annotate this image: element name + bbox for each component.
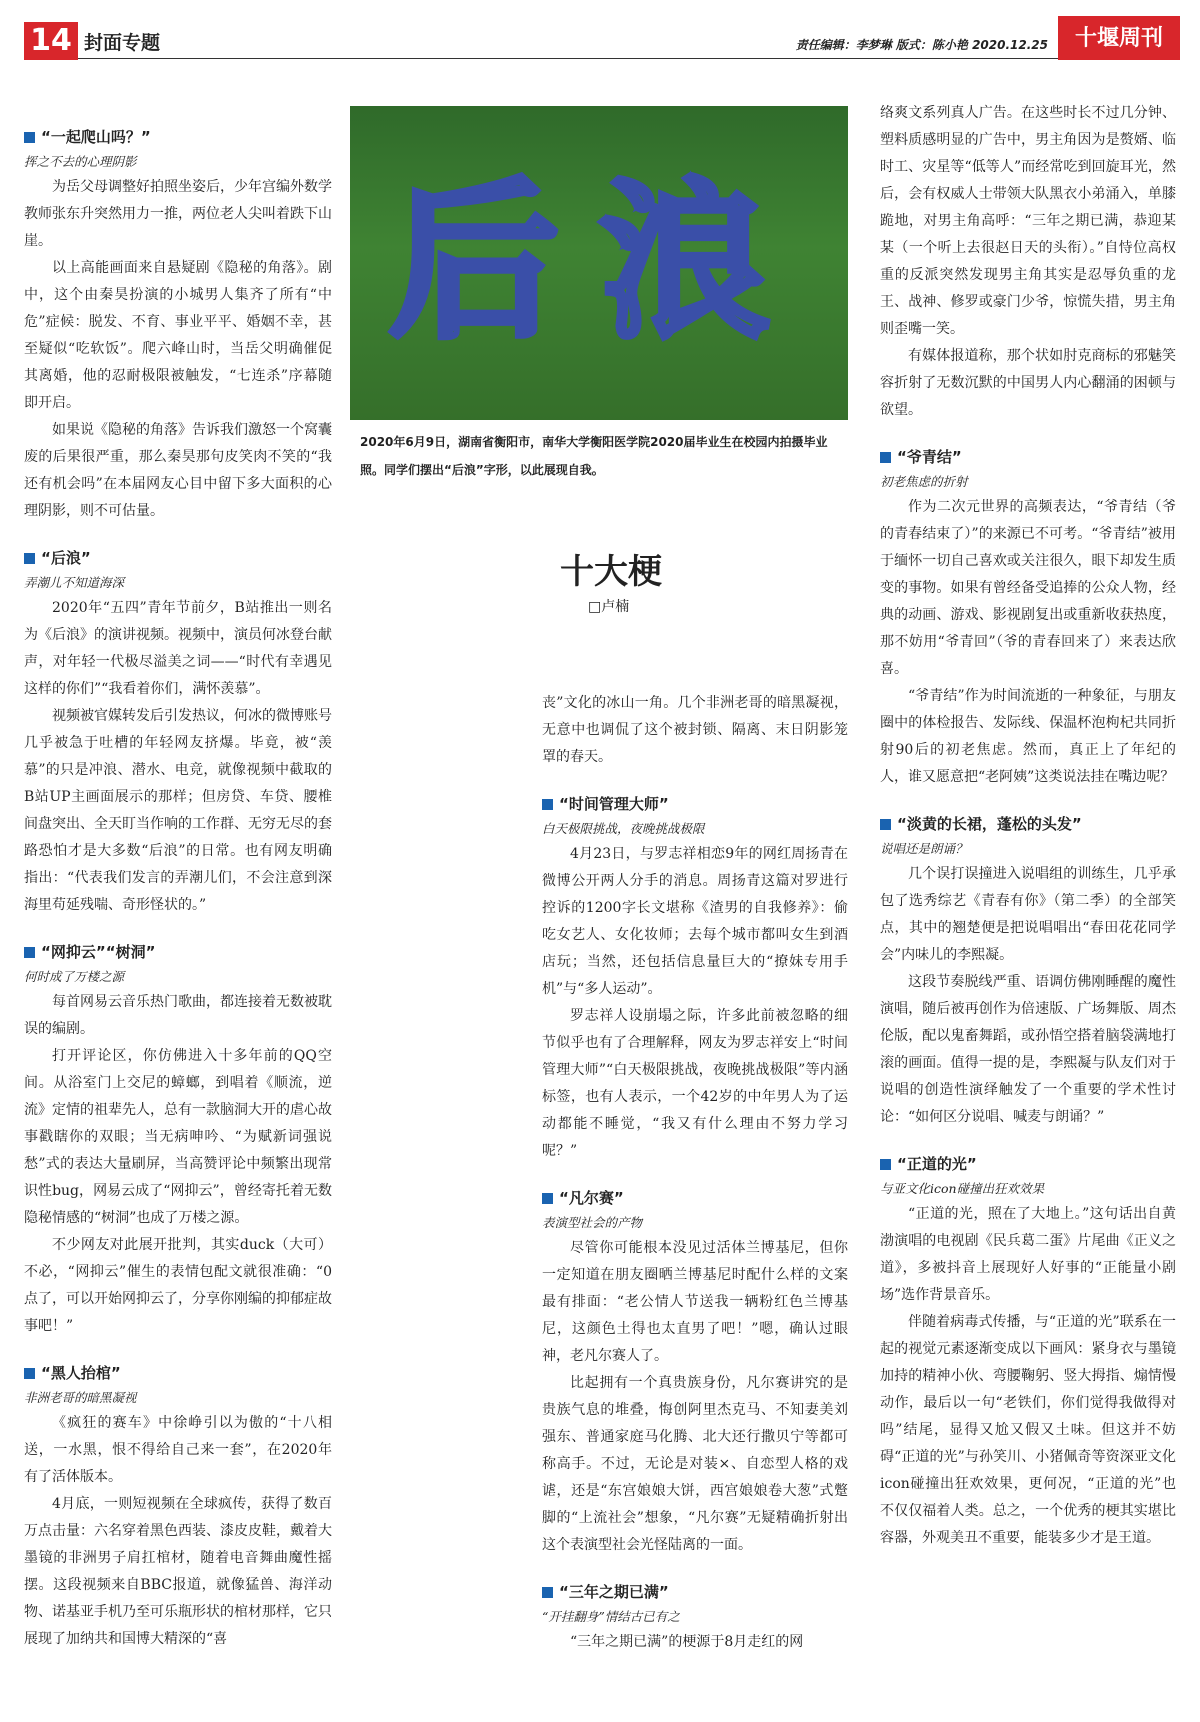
section-heading: “三年之期已满”	[559, 1583, 669, 1601]
paragraph: 有媒体报道称，那个状如肘克商标的邪魅笑容折射了无数沉默的中国男人内心翻涌的困顿与欲望。	[880, 348, 1176, 418]
paragraph: 4月23日，与罗志祥相恋9年的网红周扬青在微博公开两人分手的消息。周扬青这篇对罗进行控诉的1200字长文堪称《渣男的自我修养》：偷吃女艺人、女化妆师；去每个城市都叫女生到酒店玩；当然，还包括信息量巨大的“撩妹专用手机”与“多人运动”。	[542, 846, 848, 997]
paragraph: 2020年“五四”青年节前夕，B站推出一则名为《后浪》的演讲视频。视频中，演员何冰登台献声，对年轻一代极尽溢美之词——“时代有幸遇见这样的你们”“我看着你们，满怀羡慕”。	[24, 600, 332, 697]
paragraph: 如果说《隐秘的角落》告诉我们激怒一个窝囊废的后果很严重，那么秦昊那句皮笑肉不笑的“我还有机会吗”在本届网友心目中留下多大面积的心理阴影，则不可估量。	[24, 422, 332, 519]
paragraph: “爷青结”作为时间流逝的一种象征，与朋友圈中的体检报告、发际线、保温杯泡枸杞共同折射90后的初老焦虑。然而，真正上了年纪的人，谁又愿意把“老阿姨”这类说法挂在嘴边呢？	[880, 688, 1176, 785]
photo-caption: 2020年6月9日，湖南省衡阳市，南华大学衡阳医学院2020届毕业生在校园内拍摄毕业照。同学们摆出“后浪”字形，以此展现自我。	[360, 435, 828, 477]
section-heading: “爷青结”	[897, 448, 962, 466]
paragraph: 每首网易云音乐热门歌曲，都连接着无数被耽误的编剧。	[24, 994, 332, 1037]
column-3	[880, 100, 1176, 1552]
paragraph: 作为二次元世界的高频表达，“爷青结（爷的青春结束了）”的来源已不可考。“爷青结”被用于缅怀一切自己喜欢或关注很久，眼下却发生质变的事物。如果有曾经备受追捧的公众人物，经典的动画、游戏、影视剧复出或重新收获热度，那不妨用“爷青回”（爷的青春回来了）来表达欣喜。	[880, 499, 1176, 677]
section-subtitle: 与亚文化icon碰撞出狂欢效果	[880, 1181, 1045, 1196]
square-icon	[24, 553, 35, 564]
section-heading: “后浪”	[41, 549, 91, 567]
paragraph: 罗志祥人设崩塌之际，许多此前被忽略的细节似乎也有了合理解释，网友为罗志祥安上“时间管理大师”“白天极限挑战，夜晚挑战极限”等内涵标签，也有人表示，一个42岁的中年男人为了运动都能不睡觉，“我又有什么理由不努力学习呢？”	[542, 1008, 848, 1159]
section-subtitle: 表演型社会的产物	[542, 1215, 643, 1230]
section-heading: “网抑云”“树洞”	[41, 943, 156, 961]
page-header	[24, 22, 1180, 59]
section-subtitle: “开挂翻身”情结古已有之	[542, 1609, 680, 1624]
square-icon	[24, 947, 35, 958]
page-number: 14	[24, 22, 78, 60]
editors-line: 责任编辑：李梦琳 版式：陈小艳 2020.12.25	[795, 38, 1048, 52]
photo-chars: 后浪	[388, 164, 809, 362]
paragraph: 以上高能画面来自悬疑剧《隐秘的角落》。剧中，这个由秦昊扮演的小城男人集齐了所有“中危”症候：脱发、不育、事业平平、婚姻不幸，甚至疑似“吃软饭”。爬六峰山时，当岳父明确催促其离婚，他的忍耐极限被触发，“七连杀”序幕随即开启。	[24, 260, 332, 411]
square-icon	[24, 1368, 35, 1379]
paragraph: “三年之期已满”的梗源于8月走红的网	[570, 1634, 804, 1650]
article-title: 十大梗	[560, 552, 662, 592]
section-heading: “一起爬山吗？”	[41, 128, 151, 146]
square-icon	[542, 1587, 553, 1598]
article-author: □卢楠	[588, 599, 630, 615]
square-icon	[880, 1159, 891, 1170]
column-1	[24, 110, 332, 1653]
paragraph: 为岳父母调整好拍照坐姿后，少年宫编外数学教师张东升突然用力一推，两位老人尖叫着跌下山崖。	[24, 179, 332, 249]
paragraph: 4月底，一则短视频在全球疯传，获得了数百万点击量：六名穿着黑色西装、漆皮皮鞋，戴着大墨镜的非洲男子肩扛棺材，随着电音舞曲魔性摇摆。这段视频来自BBC报道，就像猛兽、海洋动物、诺基亚手机乃至可乐瓶形状的棺材那样，它只展现了加纳共和国博大精深的“喜	[24, 1496, 332, 1647]
paragraph: 伴随着病毒式传播，与“正道的光”联系在一起的视觉元素逐渐变成以下画风：紧身衣与墨镜加持的精神小伙、弯腰鞠躬、竖大拇指、煽情慢动作，最后以一句“老铁们，你们觉得我做得对吗”结尾，显得又尬又假又土味。但这并不妨碍“正道的光”与孙笑川、小猪佩奇等资深亚文化icon碰撞出狂欢效果，更何况，“正道的光”也不仅仅福着人类。总之，一个优秀的梗其实堪比容器，外观美丑不重要，能装多少才是王道。	[880, 1314, 1176, 1546]
section-title: 封面专题	[84, 32, 161, 54]
graduation-photo	[350, 106, 848, 420]
square-icon	[542, 1193, 553, 1204]
square-icon	[542, 799, 553, 810]
paragraph: 丧”文化的冰山一角。几个非洲老哥的暗黑凝视，无意中也调侃了这个被封锁、隔离、末日阴影笼罩的春天。	[542, 695, 848, 765]
paragraph: 这段节奏脱线严重、语调仿佛刚睡醒的魔性演唱，随后被再创作为倍速版、广场舞版、周杰伦版，配以鬼畜舞蹈，或孙悟空搭着脑袋满地打滚的画面。值得一提的是，李熙凝与队友们对于说唱的创造性演绎触发了一个重要的学术性讨论：“如何区分说唱、喊麦与朗诵？”	[880, 974, 1176, 1125]
paragraph: 打开评论区，你仿佛进入十多年前的QQ空间。从浴室门上交尼的蟑螂，到唱着《顺流，逆流》定情的祖辈先人，总有一款脑洞大开的虐心故事戳瞎你的双眼；当无病呻吟、“为赋新词强说愁”式的表达大量刷屏，当高赞评论中频繁出现常识性bug，网易云成了“网抑云”，曾经寄托着无数隐秘情感的“树洞”也成了万楼之源。	[24, 1048, 332, 1226]
section-subtitle: 弄潮儿不知道海深	[24, 575, 125, 590]
section-heading: “正道的光”	[897, 1155, 977, 1173]
section-heading: “凡尔赛”	[559, 1189, 624, 1207]
paragraph: 视频被官媒转发后引发热议，何冰的微博账号几乎被急于吐槽的年轻网友挤爆。毕竟，被“羡慕”的只是冲浪、潜水、电竞，就像视频中截取的B站UP主画面展示的那样；但房贷、车贷、腰椎间盘突出、全天盯当作响的工作群、无穷无尽的套路恐怕才是大多数“后浪”的日常。也有网友明确指出：“代表我们发言的弄潮儿们，不会注意到深海里苟延残喘、奇形怪状的。”	[24, 708, 332, 913]
paragraph: 几个误打误撞进入说唱组的训练生，几乎承包了选秀综艺《青春有你》（第二季）的全部笑点，其中的翘楚便是把说唱唱出“春田花花同学会”内味儿的李熙凝。	[880, 866, 1176, 963]
section-subtitle: 初老焦虑的折射	[880, 474, 968, 489]
paragraph: 尽管你可能根本没见过活体兰博基尼，但你一定知道在朋友圈晒兰博基尼时配什么样的文案最有排面：“老公情人节送我一辆粉红色兰博基尼，这颜色土得也太直男了吧！”嗯，确认过眼神，老凡尔赛人了。	[542, 1240, 848, 1364]
square-icon	[880, 452, 891, 463]
section-subtitle: 何时成了万楼之源	[24, 969, 125, 984]
section-subtitle: 挥之不去的心理阴影	[24, 154, 137, 169]
section-subtitle: 说唱还是朗诵？	[880, 841, 968, 856]
paragraph: 比起拥有一个真贵族身份，凡尔赛讲究的是贵族气息的堆叠，悔创阿里杰克马、不知妻美刘强东、普通家庭马化腾、北大还行撒贝宁等都可称高手。不过，无论是对装×、自恋型人格的戏谑，还是“东宫娘娘大饼，西宫娘娘卷大葱”式蹩脚的“上流社会”想象，“凡尔赛”无疑精确折射出这个表演型社会光怪陆离的一面。	[542, 1375, 848, 1553]
column-2	[542, 690, 848, 1656]
paragraph: 络爽文系列真人广告。在这些时长不过几分钟、塑料质感明显的广告中，男主角因为是赘婿、临时工、灾星等“低等人”而经常吃到回旋耳光，然后，会有权威人士带领大队黑衣小弟涌入，单膝跪地，对男主角高呼：“三年之期已满，恭迎某某（一个听上去很赵日天的头衔）。”自恃位高权重的反派突然发现男主角其实是忍辱负重的龙王、战神、修罗或豪门少爷，惊慌失措，男主角则歪嘴一笑。	[880, 105, 1176, 337]
paragraph: “正道的光，照在了大地上。”这句话出自黄渤演唱的电视剧《民兵葛二蛋》片尾曲《正义之道》，多被抖音上展现好人好事的“正能量小剧场”选作背景音乐。	[880, 1206, 1176, 1303]
paragraph: 不少网友对此展开批判，其实duck（大可）不必，“网抑云”催生的表情包配文就很准确：“0点了，可以开始网抑云了，分享你刚编的抑郁症故事吧！”	[24, 1237, 332, 1334]
section-subtitle: 非洲老哥的暗黑凝视	[24, 1390, 137, 1405]
section-heading: “黑人抬棺”	[41, 1364, 121, 1382]
square-icon	[24, 132, 35, 143]
section-subtitle: 白天极限挑战，夜晚挑战极限	[542, 821, 705, 836]
newspaper-logo: 十堰周刊	[1058, 16, 1180, 60]
section-heading: “时间管理大师”	[559, 795, 669, 813]
section-heading: “淡黄的长裙，蓬松的头发”	[897, 815, 1082, 833]
square-icon	[880, 819, 891, 830]
paragraph: 《疯狂的赛车》中徐峥引以为傲的“十八相送，一水黑，恨不得给自己来一套”，在2020年有了活体版本。	[24, 1415, 332, 1485]
